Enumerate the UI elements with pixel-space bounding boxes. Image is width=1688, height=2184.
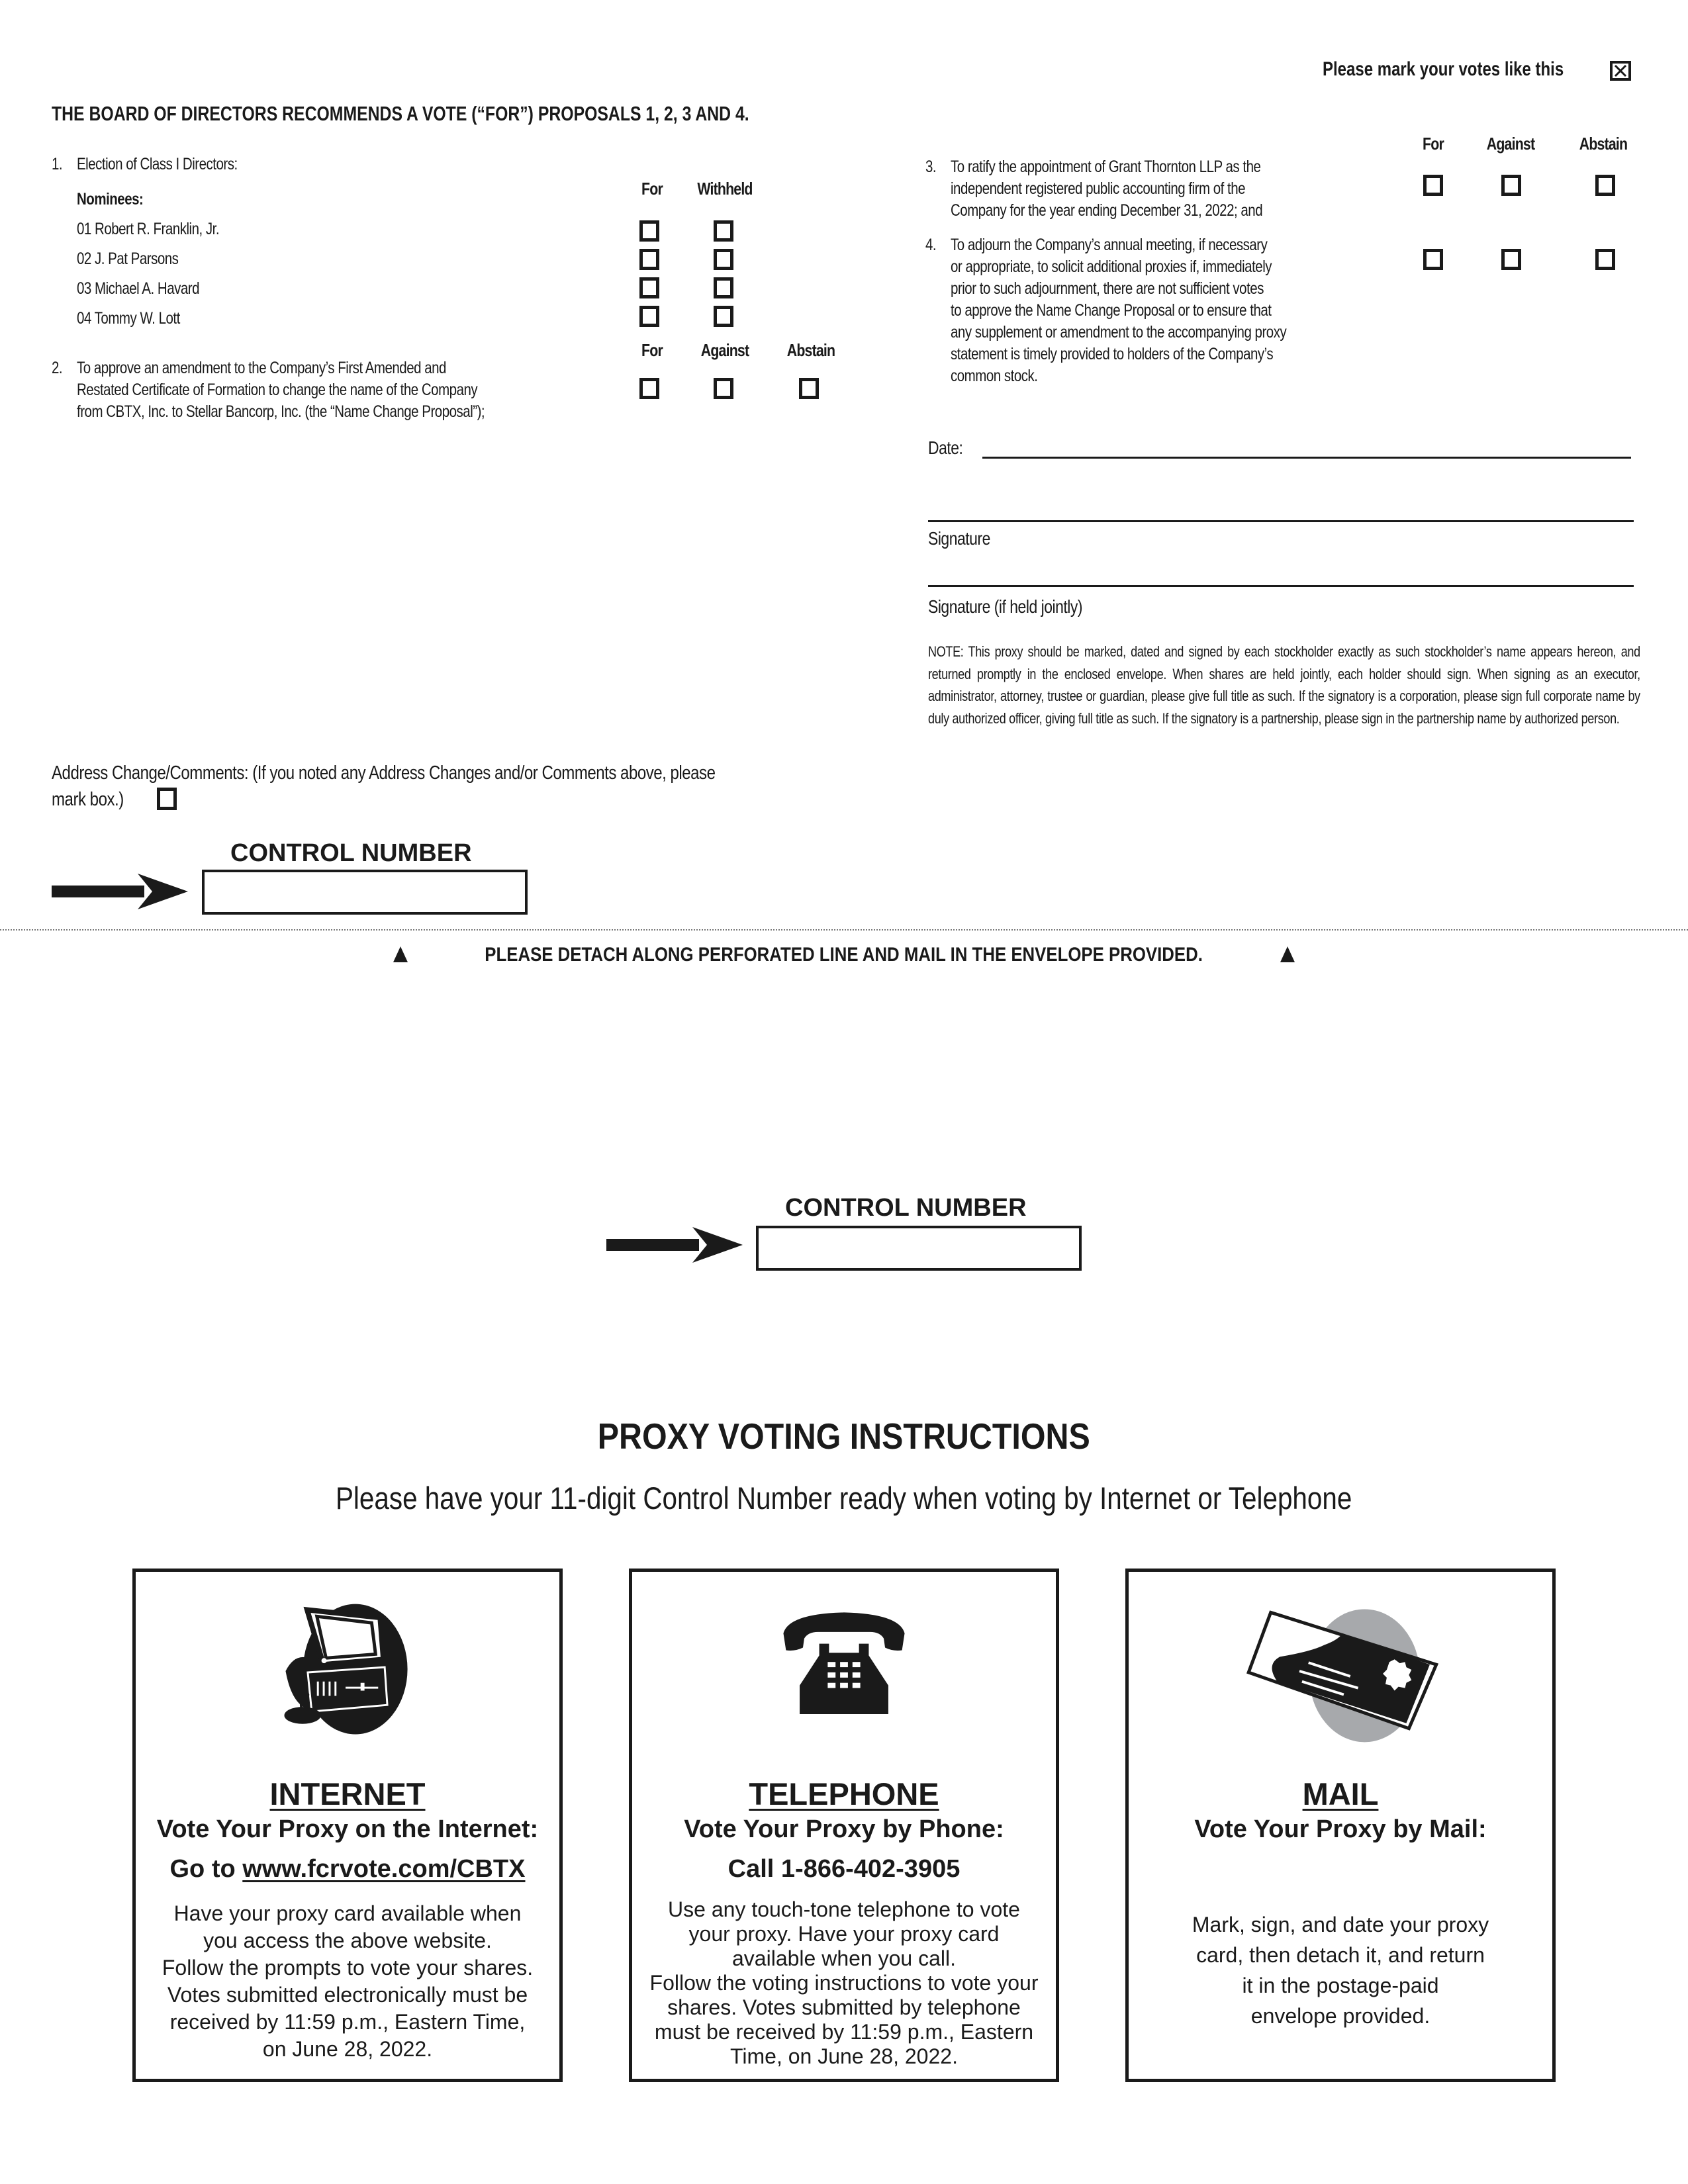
description-line: shares. Votes submitted by telephone xyxy=(667,1995,1021,2019)
proposal-2-line: Restated Certificate of Formation to change the name of the Company xyxy=(77,381,478,399)
board-recommendation xyxy=(52,102,923,126)
mail-subheading: Vote Your Proxy by Mail: xyxy=(1194,1815,1487,1843)
internet-voting-card xyxy=(132,1569,563,2082)
proposal-3-text xyxy=(951,156,1331,222)
address-change-text-2: mark box.) xyxy=(52,789,124,810)
telephone-icon xyxy=(632,1598,1056,1744)
internet-heading xyxy=(136,1776,559,1812)
checkbox-nominee-2-withheld[interactable] xyxy=(714,249,733,270)
instructions-title-text: PROXY VOTING INSTRUCTIONS xyxy=(597,1416,1091,1457)
proposal-4-line: to approve the Name Change Proposal or to ensure that xyxy=(951,301,1272,320)
signature-label-text: Signature xyxy=(928,528,990,549)
description-line: envelope provided. xyxy=(1250,2004,1430,2028)
description-line: card, then detach it, and return xyxy=(1196,1943,1485,1967)
checkbox-nominee-4-for[interactable] xyxy=(639,306,659,327)
triangle-up-icon xyxy=(1280,946,1295,962)
board-recommendation-text: THE BOARD OF DIRECTORS RECOMMENDS A VOTE (“FOR”) PROPOSALS 1, 2, 3 AND 4. xyxy=(52,102,749,125)
nominee-row xyxy=(77,308,203,330)
date-label xyxy=(928,437,970,459)
column-header-for: For xyxy=(641,340,663,360)
proposal-1-number: 1. xyxy=(52,155,63,173)
nominee-name: 04 Tommy W. Lott xyxy=(77,309,180,328)
mark-instruction-text: Please mark your votes like this xyxy=(1323,58,1564,80)
proposal-2-line: To approve an amendment to the Company’s First Amended and xyxy=(77,359,446,377)
address-change-text: Address Change/Comments: (If you noted any Address Changes and/or Comments above, please xyxy=(52,762,716,784)
proposal-4-line: prior to such adjournment, there are not sufficient votes xyxy=(951,279,1264,298)
mail-icon xyxy=(1129,1598,1552,1744)
description-line: Use any touch-tone telephone to vote xyxy=(668,1897,1020,1921)
description-line: it in the postage-paid xyxy=(1242,1974,1439,1997)
internet-action xyxy=(136,1855,559,1884)
nominee-name: 01 Robert R. Franklin, Jr. xyxy=(77,220,220,238)
joint-signature-label xyxy=(928,596,1116,617)
control-number-field[interactable] xyxy=(202,870,528,915)
proposal-3 xyxy=(925,156,1263,220)
internet-heading-text: INTERNET xyxy=(269,1776,426,1811)
proposal-2-text xyxy=(77,357,574,423)
computer-icon xyxy=(136,1598,559,1744)
proposal-1-title: Election of Class I Directors: xyxy=(77,155,238,173)
proposal-3-line: independent registered public accounting firm of the xyxy=(951,179,1246,198)
proposal-3-line: Company for the year ending December 31, 2022; and xyxy=(951,201,1263,220)
voting-phone-number[interactable]: 1-866-402-3905 xyxy=(780,1855,961,1883)
description-line: Time, on June 28, 2022. xyxy=(730,2044,958,2068)
column-header-abstain: Abstain xyxy=(1579,134,1628,154)
description-line: Follow the prompts to vote your shares. xyxy=(162,1956,534,1979)
control-number-label: CONTROL NUMBER xyxy=(785,1194,1027,1222)
description-line: Follow the voting instructions to vote your xyxy=(649,1971,1039,1995)
checkbox-nominee-3-withheld[interactable] xyxy=(714,277,733,298)
instructions-title xyxy=(0,1415,1688,1457)
signing-note xyxy=(928,641,1640,729)
nominee-name: 03 Michael A. Havard xyxy=(77,279,200,298)
description-line: you access the above website. xyxy=(203,1929,492,1952)
date-field[interactable] xyxy=(982,457,1631,459)
telephone-description xyxy=(639,1897,1049,2069)
description-line: Mark, sign, and date your proxy xyxy=(1192,1913,1489,1936)
checkbox-proposal-4-against[interactable] xyxy=(1501,249,1521,270)
telephone-subheading: Vote Your Proxy by Phone: xyxy=(684,1815,1004,1843)
telephone-heading xyxy=(632,1776,1056,1812)
telephone-voting-card xyxy=(629,1569,1059,2082)
joint-signature-label-text: Signature (if held jointly) xyxy=(928,596,1083,617)
proposal-4-number: 4. xyxy=(925,236,937,254)
checkbox-proposal-2-for[interactable] xyxy=(639,378,659,399)
detach-notice-text: PLEASE DETACH ALONG PERFORATED LINE AND MAIL IN THE ENVELOPE PROVIDED. xyxy=(485,944,1203,966)
proposal-3-line: To ratify the appointment of Grant Thornton LLP as the xyxy=(951,158,1261,176)
mail-heading xyxy=(1129,1776,1552,1812)
nominees-label xyxy=(77,189,158,210)
control-number-field-stub[interactable] xyxy=(756,1226,1082,1271)
arrow-right-icon xyxy=(52,874,188,909)
column-header-abstain: Abstain xyxy=(786,340,835,360)
nominee-name: 02 J. Pat Parsons xyxy=(77,250,179,268)
internet-action-prefix: Go to xyxy=(169,1855,243,1883)
proposal-4-line: common stock. xyxy=(951,367,1038,385)
nominee-row xyxy=(77,278,226,300)
checkbox-proposal-2-abstain[interactable] xyxy=(799,378,819,399)
description-line: Votes submitted electronically must be xyxy=(167,1983,528,2007)
column-header-for: For xyxy=(1423,134,1444,154)
description-line: your proxy. Have your proxy card xyxy=(688,1922,1000,1946)
telephone-action-prefix: Call xyxy=(727,1855,781,1883)
date-label-text: Date: xyxy=(928,437,963,458)
instructions-subtitle-text: Please have your 11-digit Control Number ready when voting by Internet or Telephone xyxy=(336,1480,1352,1516)
signature-field[interactable] xyxy=(928,520,1634,522)
internet-description xyxy=(142,1900,553,2063)
proposal-3-number: 3. xyxy=(925,158,937,176)
proposal-2-line: from CBTX, Inc. to Stellar Bancorp, Inc. (the “Name Change Proposal”); xyxy=(77,402,485,421)
telephone-heading-text: TELEPHONE xyxy=(749,1776,939,1811)
description-line: must be received by 11:59 p.m., Eastern xyxy=(654,2020,1034,2044)
voting-website-link[interactable]: www.fcrvote.com/CBTX xyxy=(242,1855,526,1883)
checkbox-nominee-4-withheld[interactable] xyxy=(714,306,733,327)
nominee-row xyxy=(77,248,201,270)
signature-label xyxy=(928,527,1004,549)
checkbox-proposal-4-abstain[interactable] xyxy=(1595,249,1615,270)
mail-description xyxy=(1135,1909,1546,2031)
checkbox-proposal-3-abstain[interactable] xyxy=(1595,175,1615,196)
mail-heading-text: MAIL xyxy=(1302,1776,1379,1811)
arrow-right-icon xyxy=(606,1227,743,1263)
column-header-for: For xyxy=(641,179,663,199)
proposal-4-line: statement is timely provided to holders of the Company’s xyxy=(951,345,1274,363)
checkbox-proposal-2-against[interactable] xyxy=(714,378,733,399)
proposal-2 xyxy=(52,357,594,421)
column-header-against: Against xyxy=(700,340,749,360)
control-number-label: CONTROL NUMBER xyxy=(230,839,472,867)
checkbox-nominee-1-for[interactable] xyxy=(639,220,659,242)
nominees-label-text: Nominees: xyxy=(77,190,144,208)
proposal-4-line: or appropriate, to solicit additional proxies if, immediately xyxy=(951,257,1272,276)
checkbox-address-change[interactable] xyxy=(157,788,177,810)
checkbox-nominee-3-for[interactable] xyxy=(639,277,659,298)
description-line: Have your proxy card available when xyxy=(173,1901,522,1925)
proposal-4-text xyxy=(951,234,1360,387)
description-line: available when you call. xyxy=(732,1946,956,1970)
joint-signature-field[interactable] xyxy=(928,585,1634,587)
proposal-4-line: any supplement or amendment to the accompanying proxy xyxy=(951,323,1287,341)
telephone-action xyxy=(632,1855,1056,1884)
internet-subheading: Vote Your Proxy on the Internet: xyxy=(156,1815,539,1843)
proposal-4 xyxy=(925,234,1287,385)
checkbox-proposal-3-for[interactable] xyxy=(1423,175,1443,196)
checkbox-nominee-1-withheld[interactable] xyxy=(714,220,733,242)
description-line: on June 28, 2022. xyxy=(262,2037,433,2061)
signing-note-text: NOTE: This proxy should be marked, dated and signed by each stockholder exactly as such stockholder’s name appears hereon, and returned promptly in the enclosed envelope. When shares are held jointly, each holder should sign. When signing as an executor, administrator, attorney, trustee or guardian, please give full title as such. If the signatory is a corporation, please sign full corporate name by duly authorized officer, giving full title as such. If the signatory is a partnership, please sign in the partnership name by authorized person. xyxy=(928,643,1640,727)
checkbox-nominee-2-for[interactable] xyxy=(639,249,659,270)
mark-example-x-icon xyxy=(1610,61,1631,81)
checkbox-proposal-4-for[interactable] xyxy=(1423,249,1443,270)
detach-notice xyxy=(0,944,1688,966)
proposal-1 xyxy=(52,154,238,175)
mail-voting-card xyxy=(1125,1569,1556,2082)
nominee-row xyxy=(77,218,250,240)
column-header-withheld: Withheld xyxy=(697,179,753,199)
column-header-against: Against xyxy=(1486,134,1535,154)
proposal-4-line: To adjourn the Company’s annual meeting, if necessary xyxy=(951,236,1268,254)
instructions-subtitle xyxy=(0,1480,1688,1516)
mark-instruction xyxy=(1323,58,1624,81)
triangle-up-icon xyxy=(393,946,408,962)
perforated-line xyxy=(0,929,1688,931)
proposal-2-number: 2. xyxy=(52,359,63,377)
checkbox-proposal-3-against[interactable] xyxy=(1501,175,1521,196)
description-line: received by 11:59 p.m., Eastern Time, xyxy=(169,2010,526,2034)
